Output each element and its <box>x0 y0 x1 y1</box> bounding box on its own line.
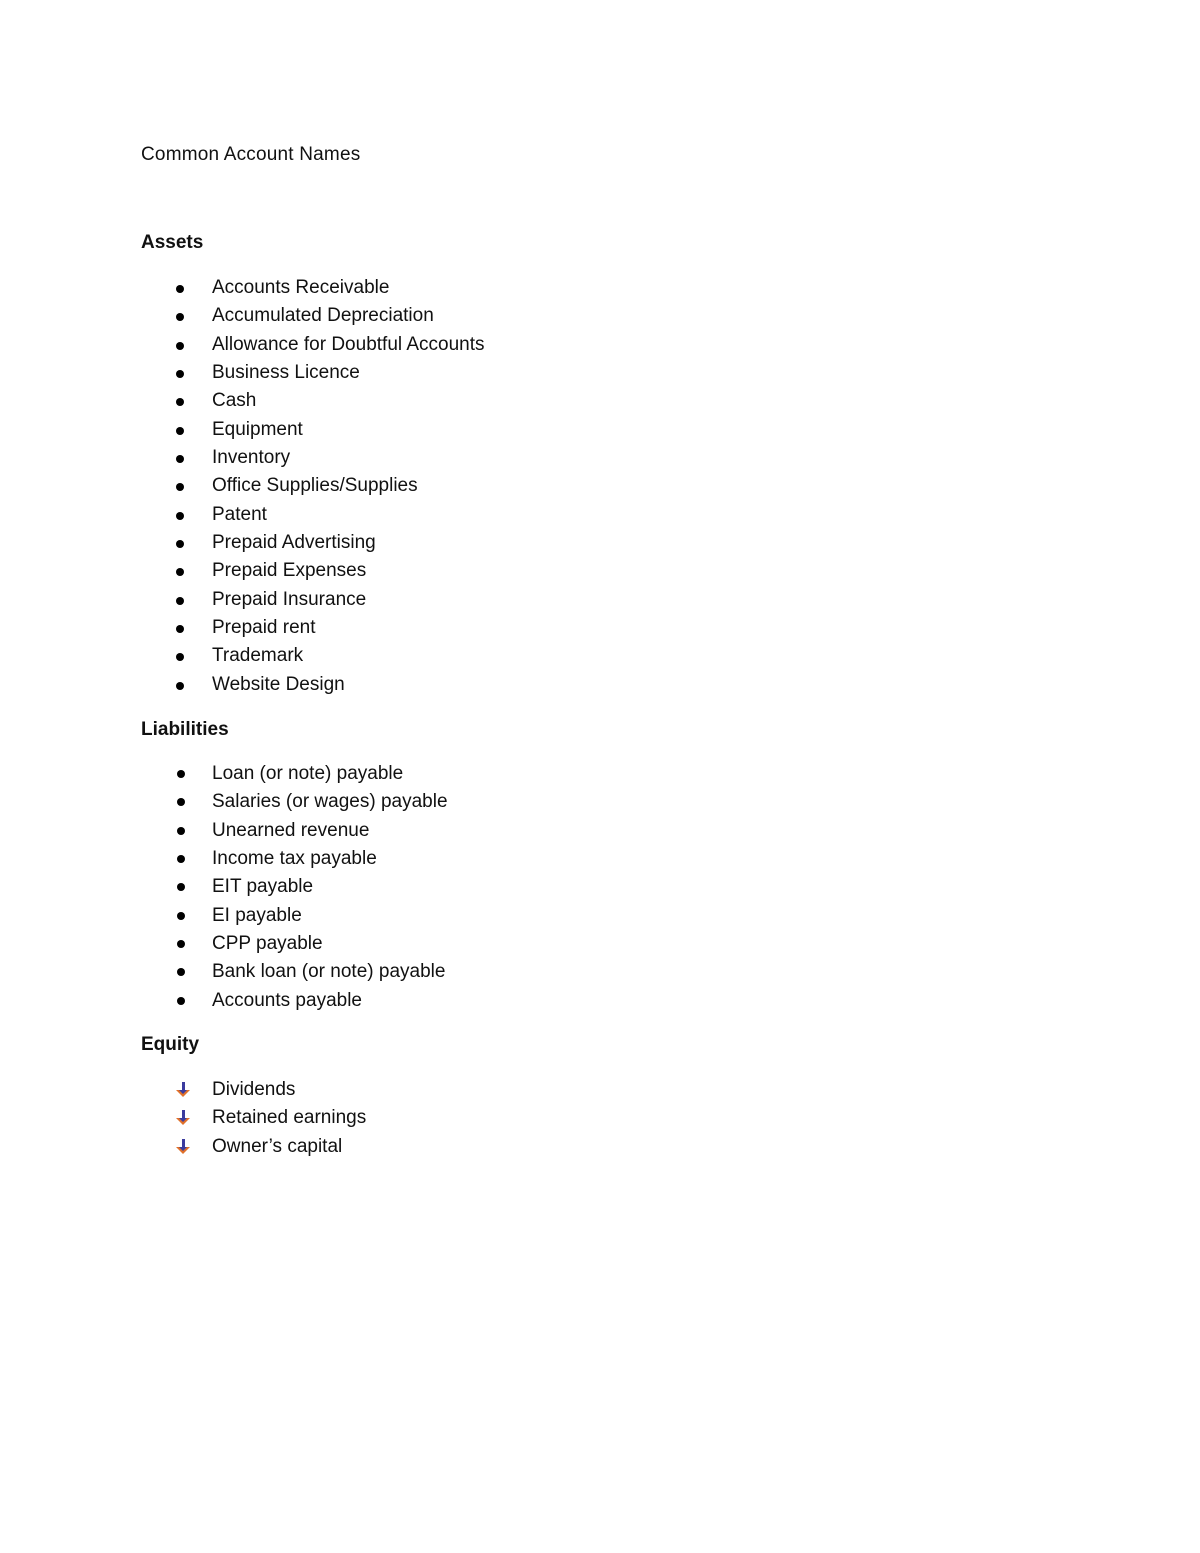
bullet-icon <box>176 512 184 520</box>
document-page: Common Account Names Assets Accounts Receivable Accumulated Depreciation Allowance for Doubtful Accounts Business Licence Cash Equipment Inventory Office Supplies/Supplies Patent Prepaid Advertising Prepaid Expenses Prepaid Insurance Prepaid rent Trademark Website Design Liabilities Loan (or note) payable Salaries (or wages) payable Unearned revenue Income tax payable EIT payable EI payable CPP payable Bank loan (or note) payable Accounts payable Equity Dividends Retained earnings Owner’s capital <box>0 0 1200 1553</box>
bullet-icon <box>176 313 184 321</box>
bullet-icon <box>176 483 184 491</box>
bullet-icon <box>177 968 185 976</box>
bullet-icon <box>176 427 184 435</box>
bullet-icon <box>177 827 185 835</box>
assets-heading: Assets <box>141 232 204 253</box>
bullet-icon <box>176 597 184 605</box>
bullet-icon <box>176 285 184 293</box>
bullet-icon <box>177 798 185 806</box>
bullet-icon <box>176 568 184 576</box>
liabilities-heading: Liabilities <box>141 719 229 740</box>
down-arrow-bullet-icon <box>174 1109 192 1127</box>
bullet-icon <box>177 940 185 948</box>
bullet-icon <box>176 398 184 406</box>
down-arrow-bullet-icon <box>174 1081 192 1099</box>
bullet-icon <box>176 455 184 463</box>
bullet-icon <box>177 770 185 778</box>
bullet-icon <box>177 883 185 891</box>
equity-heading: Equity <box>141 1034 200 1055</box>
bullet-icon <box>176 653 184 661</box>
bullet-icon <box>177 997 185 1005</box>
bullet-icon <box>176 342 184 350</box>
down-arrow-bullet-icon <box>174 1138 192 1156</box>
bullet-icon <box>177 855 185 863</box>
bullet-icon <box>176 370 184 378</box>
bullet-icon <box>177 912 185 920</box>
bullet-icon <box>176 625 184 633</box>
bullet-icon <box>176 682 184 690</box>
bullet-icon <box>176 540 184 548</box>
document-title: Common Account Names <box>141 144 361 165</box>
